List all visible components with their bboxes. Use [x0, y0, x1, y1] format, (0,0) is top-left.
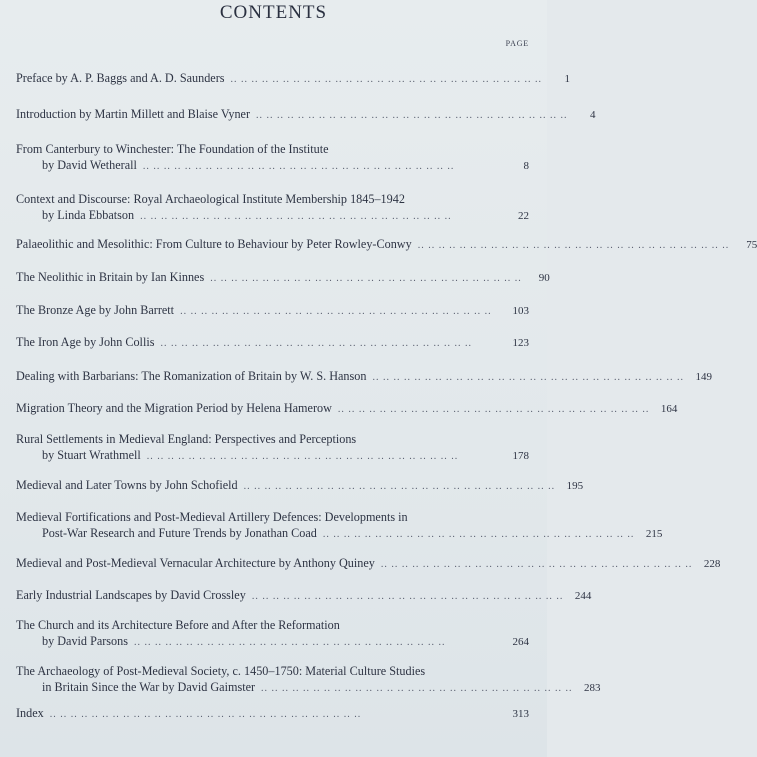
- toc-page-number: 313: [512, 708, 529, 720]
- toc-entry-author: in Britain Since the War by David Gaimster: [42, 680, 256, 694]
- toc-entry[interactable]: [16, 555, 721, 573]
- toc-entry[interactable]: [16, 400, 678, 418]
- toc-entry-title: Rural Settlements in Medieval England: Perspectives and Perceptions: [16, 432, 357, 446]
- toc-entry-title: Medieval and Later Towns by John Schofield: [16, 478, 238, 492]
- toc-page-number: 178: [512, 450, 529, 462]
- dot-leader: .. .. .. .. .. .. .. .. .. .. .. .. .. .. .. .. .. .. .. .. .. .. .. .. .. .. .. .. .. ..: [142, 161, 455, 172]
- dot-leader: .. .. .. .. .. .. .. .. .. .. .. .. .. .. .. .. .. .. .. .. .. .. .. .. .. .. .. .. .. ..: [322, 529, 635, 540]
- dot-leader: .. .. .. .. .. .. .. .. .. .. .. .. .. .. .. .. .. .. .. .. .. .. .. .. .. .. .. .. .. ..: [230, 74, 543, 85]
- toc-entry[interactable]: [16, 106, 596, 124]
- toc-entry[interactable]: [16, 70, 571, 88]
- toc-entry-title: Index: [16, 706, 44, 720]
- toc-entry-author: Post-War Research and Future Trends by Jonathan Coad: [42, 526, 317, 540]
- dot-leader: .. .. .. .. .. .. .. .. .. .. .. .. .. .. .. .. .. .. .. .. .. .. .. .. .. .. .. .. .. ..: [243, 481, 556, 492]
- toc-page-number: 215: [645, 528, 663, 540]
- page-column-label: PAGE: [505, 39, 529, 48]
- toc-entry-title: Preface by A. P. Baggs and A. D. Saunders: [16, 71, 225, 85]
- toc-entry-title: Introduction by Martin Millett and Blaise Vyner: [16, 107, 251, 121]
- toc-page-number: 1: [564, 73, 571, 85]
- toc-entry-author: by Stuart Wrathmell: [42, 448, 141, 462]
- toc-page-number: 103: [512, 305, 529, 317]
- toc-entry-title: Context and Discourse: Royal Archaeological Institute Membership 1845–1942: [16, 192, 405, 206]
- toc-page-number: 164: [660, 403, 678, 415]
- dot-leader: .. .. .. .. .. .. .. .. .. .. .. .. .. .. .. .. .. .. .. .. .. .. .. .. .. .. .. .. .. ..: [251, 591, 564, 602]
- dot-leader: .. .. .. .. .. .. .. .. .. .. .. .. .. .. .. .. .. .. .. .. .. .. .. .. .. .. .. .. .. ..: [261, 683, 573, 694]
- dot-leader: .. .. .. .. .. .. .. .. .. .. .. .. .. .. .. .. .. .. .. .. .. .. .. .. .. .. .. .. .. ..: [134, 637, 446, 648]
- dot-leader: .. .. .. .. .. .. .. .. .. .. .. .. .. .. .. .. .. .. .. .. .. .. .. .. .. .. .. .. .. ..: [140, 211, 452, 222]
- toc-page-number: 244: [574, 590, 592, 602]
- toc-entry[interactable]: [16, 191, 529, 225]
- toc-entry[interactable]: [16, 302, 529, 320]
- toc-entry-title: The Iron Age by John Collis: [16, 335, 155, 349]
- toc-entry-title: The Neolithic in Britain by Ian Kinnes: [16, 270, 205, 284]
- toc-entry-title: Medieval and Post-Medieval Vernacular Architecture by Anthony Quiney: [16, 556, 375, 570]
- page-title: CONTENTS: [219, 2, 328, 23]
- toc-page-number: 75: [746, 239, 757, 251]
- dot-leader: .. .. .. .. .. .. .. .. .. .. .. .. .. .. .. .. .. .. .. .. .. .. .. .. .. .. .. .. .. ..: [160, 338, 472, 349]
- dot-leader: .. .. .. .. .. .. .. .. .. .. .. .. .. .. .. .. .. .. .. .. .. .. .. .. .. .. .. .. .. ..: [337, 404, 650, 415]
- toc-entry[interactable]: [16, 705, 529, 723]
- toc-entry-title: From Canterbury to Winchester: The Foundation of the Institute: [16, 142, 329, 156]
- toc-page-number: 4: [590, 109, 596, 121]
- toc-entry[interactable]: [16, 236, 757, 254]
- toc-entry[interactable]: [16, 509, 663, 543]
- toc-page-number: 264: [512, 636, 529, 648]
- toc-entry-title: The Archaeology of Post-Medieval Society, c. 1450–1750: Material Culture Studies: [16, 664, 426, 678]
- toc-entry[interactable]: [16, 587, 592, 605]
- toc-entry-title: The Bronze Age by John Barrett: [16, 303, 175, 317]
- toc-entry[interactable]: [16, 334, 529, 352]
- toc-entry[interactable]: [16, 477, 584, 495]
- dot-leader: .. .. .. .. .. .. .. .. .. .. .. .. .. .. .. .. .. .. .. .. .. .. .. .. .. .. .. .. .. ..: [146, 451, 459, 462]
- dot-leader: .. .. .. .. .. .. .. .. .. .. .. .. .. .. .. .. .. .. .. .. .. .. .. .. .. .. .. .. .. ..: [372, 372, 684, 383]
- toc-entry[interactable]: [16, 617, 529, 651]
- dot-leader: .. .. .. .. .. .. .. .. .. .. .. .. .. .. .. .. .. .. .. .. .. .. .. .. .. .. .. .. .. ..: [210, 273, 522, 284]
- toc-entry-author: by David Wetherall: [42, 158, 137, 172]
- dot-leader: .. .. .. .. .. .. .. .. .. .. .. .. .. .. .. .. .. .. .. .. .. .. .. .. .. .. .. .. .. ..: [417, 240, 730, 251]
- toc-page-number: 149: [695, 371, 712, 383]
- toc-entry-title: The Church and its Architecture Before and After the Reformation: [16, 618, 340, 632]
- dot-leader: .. .. .. .. .. .. .. .. .. .. .. .. .. .. .. .. .. .. .. .. .. .. .. .. .. .. .. .. .. ..: [256, 110, 568, 121]
- toc-entry[interactable]: [16, 431, 529, 465]
- toc-entry-title: Early Industrial Landscapes by David Crossley: [16, 588, 246, 602]
- toc-page-number: 283: [584, 682, 601, 694]
- toc-entry[interactable]: [16, 663, 601, 697]
- toc-entry-author: by David Parsons: [42, 634, 128, 648]
- toc-page-number: 228: [703, 558, 721, 570]
- toc-entry-title: Palaeolithic and Mesolithic: From Culture to Behaviour by Peter Rowley-Conwy: [16, 237, 412, 251]
- toc-page-number: 123: [512, 337, 529, 349]
- dot-leader: .. .. .. .. .. .. .. .. .. .. .. .. .. .. .. .. .. .. .. .. .. .. .. .. .. .. .. .. .. ..: [49, 709, 362, 720]
- toc-entry-title: Dealing with Barbarians: The Romanization of Britain by W. S. Hanson: [16, 369, 367, 383]
- dot-leader: .. .. .. .. .. .. .. .. .. .. .. .. .. .. .. .. .. .. .. .. .. .. .. .. .. .. .. .. .. ..: [180, 306, 492, 317]
- toc-entry[interactable]: [16, 368, 712, 386]
- dot-leader: .. .. .. .. .. .. .. .. .. .. .. .. .. .. .. .. .. .. .. .. .. .. .. .. .. .. .. .. .. ..: [380, 559, 693, 570]
- toc-entry-title: Medieval Fortifications and Post-Medieval Artillery Defences: Developments in: [16, 510, 408, 524]
- toc-entry-author: by Linda Ebbatson: [42, 208, 135, 222]
- toc-entry[interactable]: [16, 269, 550, 287]
- toc-page-number: 195: [566, 480, 584, 492]
- toc-page-number: 90: [538, 272, 550, 284]
- toc-entry[interactable]: [16, 141, 529, 175]
- toc-page-number: 8: [523, 160, 529, 172]
- toc-page-number: 22: [518, 210, 529, 222]
- toc-entry-title: Migration Theory and the Migration Period by Helena Hamerow: [16, 401, 332, 415]
